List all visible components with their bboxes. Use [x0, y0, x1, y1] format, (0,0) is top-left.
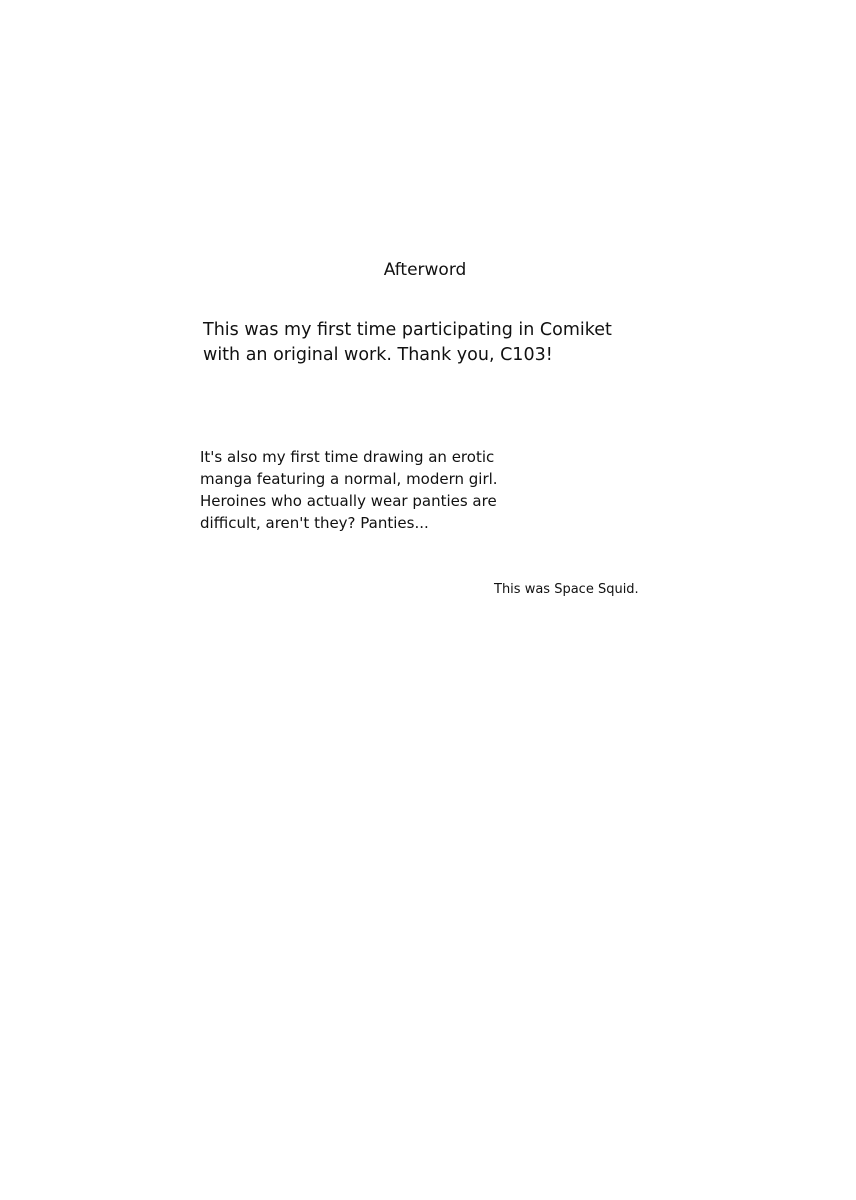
- paragraph-line: Heroines who actually wear panties are: [200, 492, 497, 510]
- paragraph-line: It's also my first time drawing an erotic: [200, 448, 495, 466]
- paragraph-line: manga featuring a normal, modern girl.: [200, 470, 498, 488]
- paragraph-comiket: [203, 318, 612, 368]
- paragraph-first-time: [200, 446, 498, 534]
- paragraph-line: with an original work. Thank you, C103!: [203, 345, 553, 365]
- page-title: Afterword: [383, 260, 467, 280]
- paragraph-line: This was my first time participating in Comiket: [203, 320, 612, 340]
- author-signature: This was Space Squid.: [494, 582, 639, 597]
- paragraph-line: difficult, aren't they? Panties...: [200, 514, 429, 532]
